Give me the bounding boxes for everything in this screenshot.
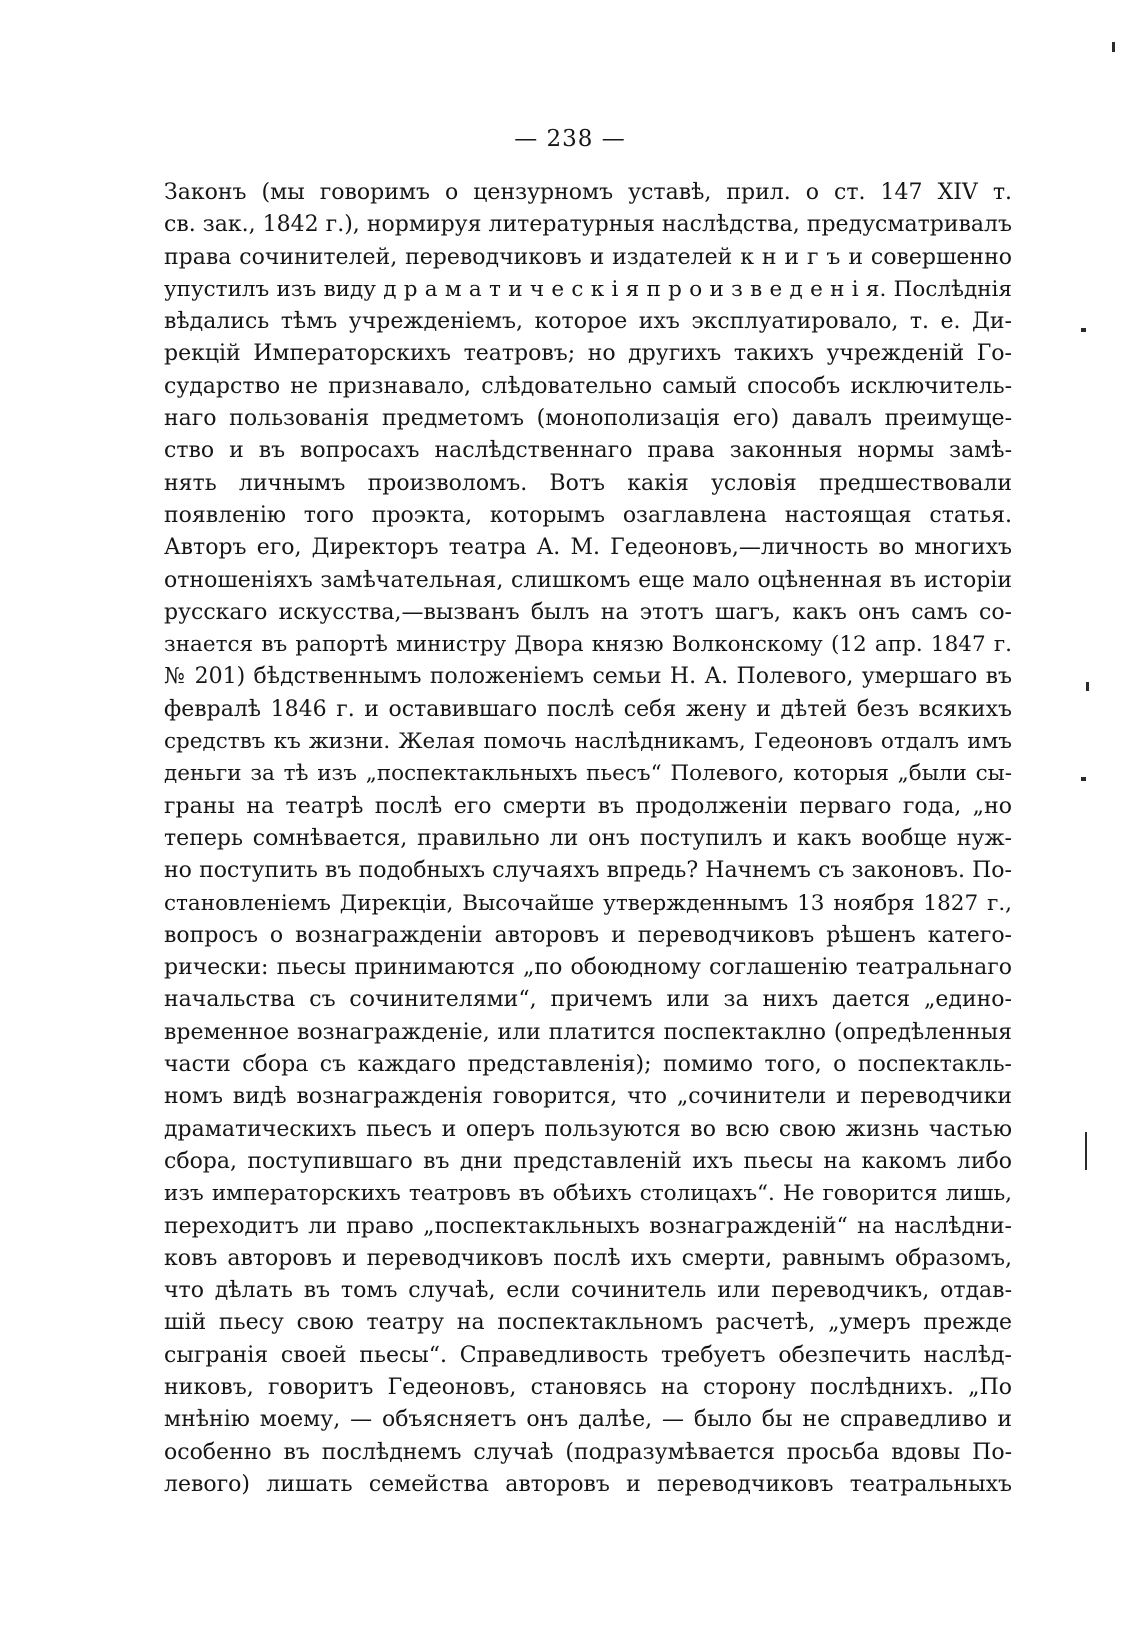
page-number: — 238 — [514, 126, 626, 152]
text-line: русскаго искусства,—вызванъ былъ на этотъ шагъ, какъ онъ самъ со- [164, 599, 1012, 625]
text-line: особенно въ послѣднемъ случаѣ (подразумѣвается просьба вдовы По- [164, 1439, 1012, 1465]
body-text [164, 177, 1012, 1501]
text-line: появленію того проэкта, которымъ озаглавлена настоящая статья. [164, 502, 1012, 528]
text-line: ковъ авторовъ и переводчиковъ послѣ ихъ смерти, равнымъ образомъ, [164, 1245, 1012, 1271]
text-line: средствъ къ жизни. Желая помочь наслѣдникамъ, Гедеоновъ отдалъ имъ [164, 729, 1012, 755]
text-line: деньги за тѣ изъ „поспектакльныхъ пьесъ“ Полевого, которыя „были сы- [164, 761, 1012, 787]
text-line: св. зак., 1842 г.), нормируя литературныя наслѣдства, предусматривалъ [164, 212, 1012, 238]
text-line: февралѣ 1846 г. и оставившаго послѣ себя жену и дѣтей безъ всякихъ [164, 696, 1012, 722]
scan-mark [1112, 42, 1115, 52]
text-line: переходитъ ли право „поспектакльныхъ вознагражденій“ на наслѣдни- [164, 1213, 1012, 1239]
text-line: вѣдались тѣмъ учрежденіемъ, которое ихъ эксплуатировало, т. е. Ди- [164, 309, 1012, 335]
text-line: временное вознагражденіе, или платится поспектаклно (опредѣленныя [164, 1019, 1012, 1045]
scan-mark [1081, 777, 1086, 781]
text-line: рекцій Императорскихъ театровъ; но другихъ такихъ учрежденій Го- [164, 341, 1012, 367]
text-line: драматическихъ пьесъ и оперъ пользуются во всю свою жизнь частью [164, 1116, 1012, 1142]
text-line: ство и въ вопросахъ наслѣдственнаго права законныя нормы замѣ- [164, 438, 1012, 464]
text-line: номъ видѣ вознагражденія говорится, что „сочинители и переводчики [164, 1084, 1012, 1110]
text-line: сударство не признавало, слѣдовательно самый способъ исключитель- [164, 373, 1012, 399]
text-line: вопросъ о вознагражденіи авторовъ и переводчиковъ рѣшенъ катего- [164, 922, 1012, 948]
text-line: левого) лишать семейства авторовъ и переводчиковъ театральныхъ [164, 1471, 1012, 1497]
text-line: части сбора съ каждаго представленія); помимо того, о поспектакль- [164, 1052, 1012, 1078]
text-line: рически: пьесы принимаются „по обоюдному соглашенію театральнаго [164, 955, 1012, 981]
text-line: никовъ, говоритъ Гедеоновъ, становясь на сторону послѣднихъ. „По [164, 1374, 1012, 1400]
scan-mark [1081, 328, 1086, 332]
text-line: но поступить въ подобныхъ случаяхъ впредь? Начнемъ съ законовъ. По- [164, 858, 1012, 884]
text-line: отношеніяхъ замѣчательная, слишкомъ еще мало оцѣненная въ исторіи [164, 567, 1012, 593]
scan-mark [1085, 1132, 1087, 1170]
text-line: что дѣлать въ томъ случаѣ, если сочинитель или переводчикъ, отдав- [164, 1278, 1012, 1304]
text-line: права сочинителей, переводчиковъ и издателей к н и г ъ и совершенно [164, 244, 1012, 270]
text-line: знается въ рапортѣ министру Двора князю Волконскому (12 апр. 1847 г. [164, 632, 1012, 658]
text-line: Законъ (мы говоримъ о цензурномъ уставѣ, прил. о ст. 147 XIV т. [164, 180, 1012, 205]
text-line: Авторъ его, Директоръ театра А. М. Гедеоновъ,—личность во многихъ [164, 535, 1012, 561]
text-line: нять личнымъ произволомъ. Вотъ какія условія предшествовали [164, 470, 1012, 496]
scan-mark [1086, 682, 1089, 691]
text-line: наго пользованія предметомъ (монополизація его) давалъ преимуще- [164, 406, 1012, 432]
text-line: сыгранія своей пьесы“. Справедливость требуетъ обезпечить наслѣд- [164, 1342, 1012, 1368]
text-line: шій пьесу свою театру на поспектакльномъ расчетѣ, „умеръ прежде [164, 1310, 1012, 1336]
text-line: начальства съ сочинителями“, причемъ или за нихъ дается „едино- [164, 987, 1012, 1013]
text-line: теперь сомнѣвается, правильно ли онъ поступилъ и какъ вообще нуж- [164, 825, 1012, 851]
text-line: № 201) бѣдственнымъ положеніемъ семьи Н. А. Полевого, умершаго въ [164, 664, 1012, 690]
text-line: упустилъ изъ виду д р а м а т и ч е с к і я п р о и з в е д е н і я. Послѣднія [164, 276, 1012, 302]
text-line: мнѣнію моему, — объясняетъ онъ далѣе, — было бы не справедливо и [164, 1407, 1012, 1433]
text-line: сбора, поступившаго въ дни представленій ихъ пьесы на какомъ либо [164, 1148, 1012, 1174]
text-line: изъ императорскихъ театровъ въ обѣихъ столицахъ“. Не говорится лишь, [164, 1181, 1012, 1207]
text-line: граны на театрѣ послѣ его смерти въ продолженіи перваго года, „но [164, 793, 1012, 819]
text-line: становленіемъ Дирекціи, Высочайше утвержденнымъ 13 ноября 1827 г., [164, 890, 1012, 916]
